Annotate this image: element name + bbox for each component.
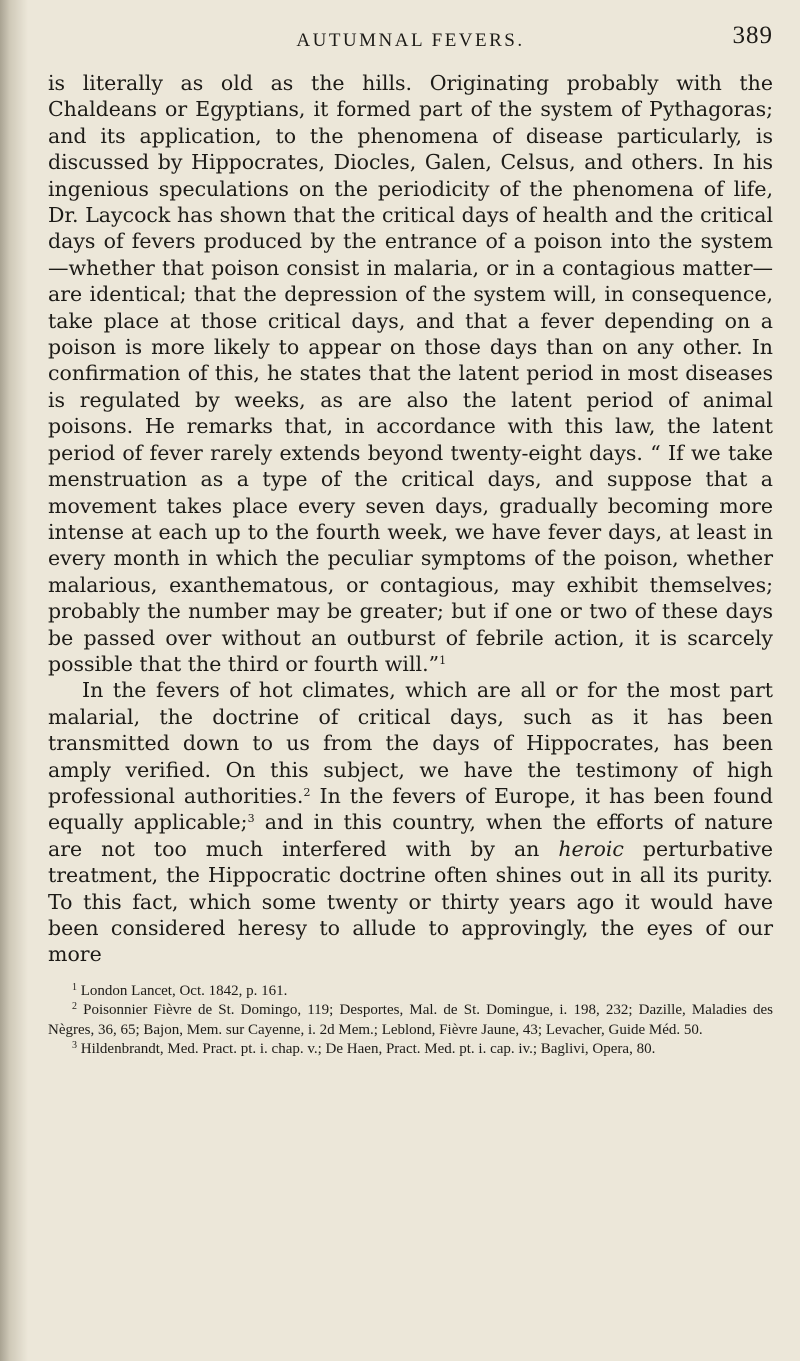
paragraph-text: is literally as old as the hills. Originating probably with the Chaldeans or Egyptians, it formed part of the system of Pythagoras; and its application, to the phenomena of disease particularly, is discussed by Hippocrates, Diocles, Galen, Celsus, and others. In his ingenious speculations on the periodicity of the phenomena of life, Dr. Laycock has shown that the critical days of health and the critical days of fevers produced by the entrance of a poison into the system—whether that poison consist in malaria, or in a contagious matter—are identical; that the depression of the system will, in consequence, take place at those critical days, and that a fever depending on a poison is more likely to appear on those days than on any other. In confirmation of this, he states that the latent period in most diseases is regulated by weeks, as are also the latent period of animal poisons. He remarks that, in accordance with this law, the latent period of fever rarely extends beyond twenty-eight days. “ If we take menstruation as a type of the critical days, and suppose that a movement takes place every seven days, gradually becoming more intense at each up to the fourth week, we have fever days, at least in every month in which the peculiar symptoms of the poison, whether malarious, exanthematous, or contagious, may exhibit themselves; probably the number may be greater; but if one or two of these days be passed over without an outburst of febrile action, it is scarcely possible that the third or fourth will.” bbox=[48, 71, 773, 676]
binding-shadow bbox=[0, 0, 28, 1361]
running-title: AUTUMNAL FEVERS. bbox=[296, 30, 525, 51]
paragraph-text: and in this country, when the efforts of nature are not too much interfered with by an bbox=[48, 810, 773, 861]
paragraph-text: In the fevers of Europe, it has been found equally applicable; bbox=[48, 783, 773, 835]
footnote-text: Hildenbrandt, Med. Pract. pt. i. chap. v.; De Haen, Pract. Med. pt. i. cap. iv.; Baglivi, Opera, 80. bbox=[80, 1041, 656, 1058]
footnote-marker: 1 bbox=[72, 981, 77, 993]
book-page bbox=[48, 12, 773, 1060]
paragraph bbox=[48, 677, 773, 967]
footnote-reference: 1 bbox=[439, 653, 447, 667]
page-number: 389 bbox=[732, 22, 773, 49]
body-text bbox=[48, 70, 773, 968]
footnote-reference: 3 bbox=[247, 812, 255, 826]
footnote-text: London Lancet, Oct. 1842, p. 161. bbox=[80, 982, 288, 999]
emphasized-word: heroic bbox=[558, 836, 624, 861]
footnote bbox=[48, 1001, 773, 1040]
footnotes bbox=[48, 982, 773, 1060]
footnote bbox=[48, 1040, 773, 1060]
paragraph-text: In the fevers of hot climates, which are all or for the most part malarial, the doctrine of critical days, such as it has been transmitted down to us from the days of Hippocrates, has been amply verified. On this subject, we have the testimony of high professional authorities. bbox=[48, 678, 773, 808]
paragraph bbox=[48, 70, 773, 677]
footnote-text: Poisonnier Fièvre de St. Domingo, 119; Desportes, Mal. de St. Domingue, i. 198, 232; Dazille, Maladies des Nègres, 36, 65; Bajon, Mem. sur Cayenne, i. 2d Mem.; Leblond, Fièvre Jaune, 43; Levacher, Guide Méd. 50. bbox=[48, 1002, 773, 1038]
paragraph-text: perturbative treatment, the Hippocratic doctrine often shines out in all its purity. To this fact, which some twenty or thirty years ago it would have been considered heresy to allude to approvingly, the eyes of our more bbox=[48, 836, 773, 967]
footnote-reference: 2 bbox=[303, 785, 311, 799]
footnote-marker: 2 bbox=[72, 1001, 77, 1013]
footnote-marker: 3 bbox=[72, 1040, 77, 1052]
footnote bbox=[48, 982, 773, 1002]
running-head bbox=[48, 12, 773, 52]
